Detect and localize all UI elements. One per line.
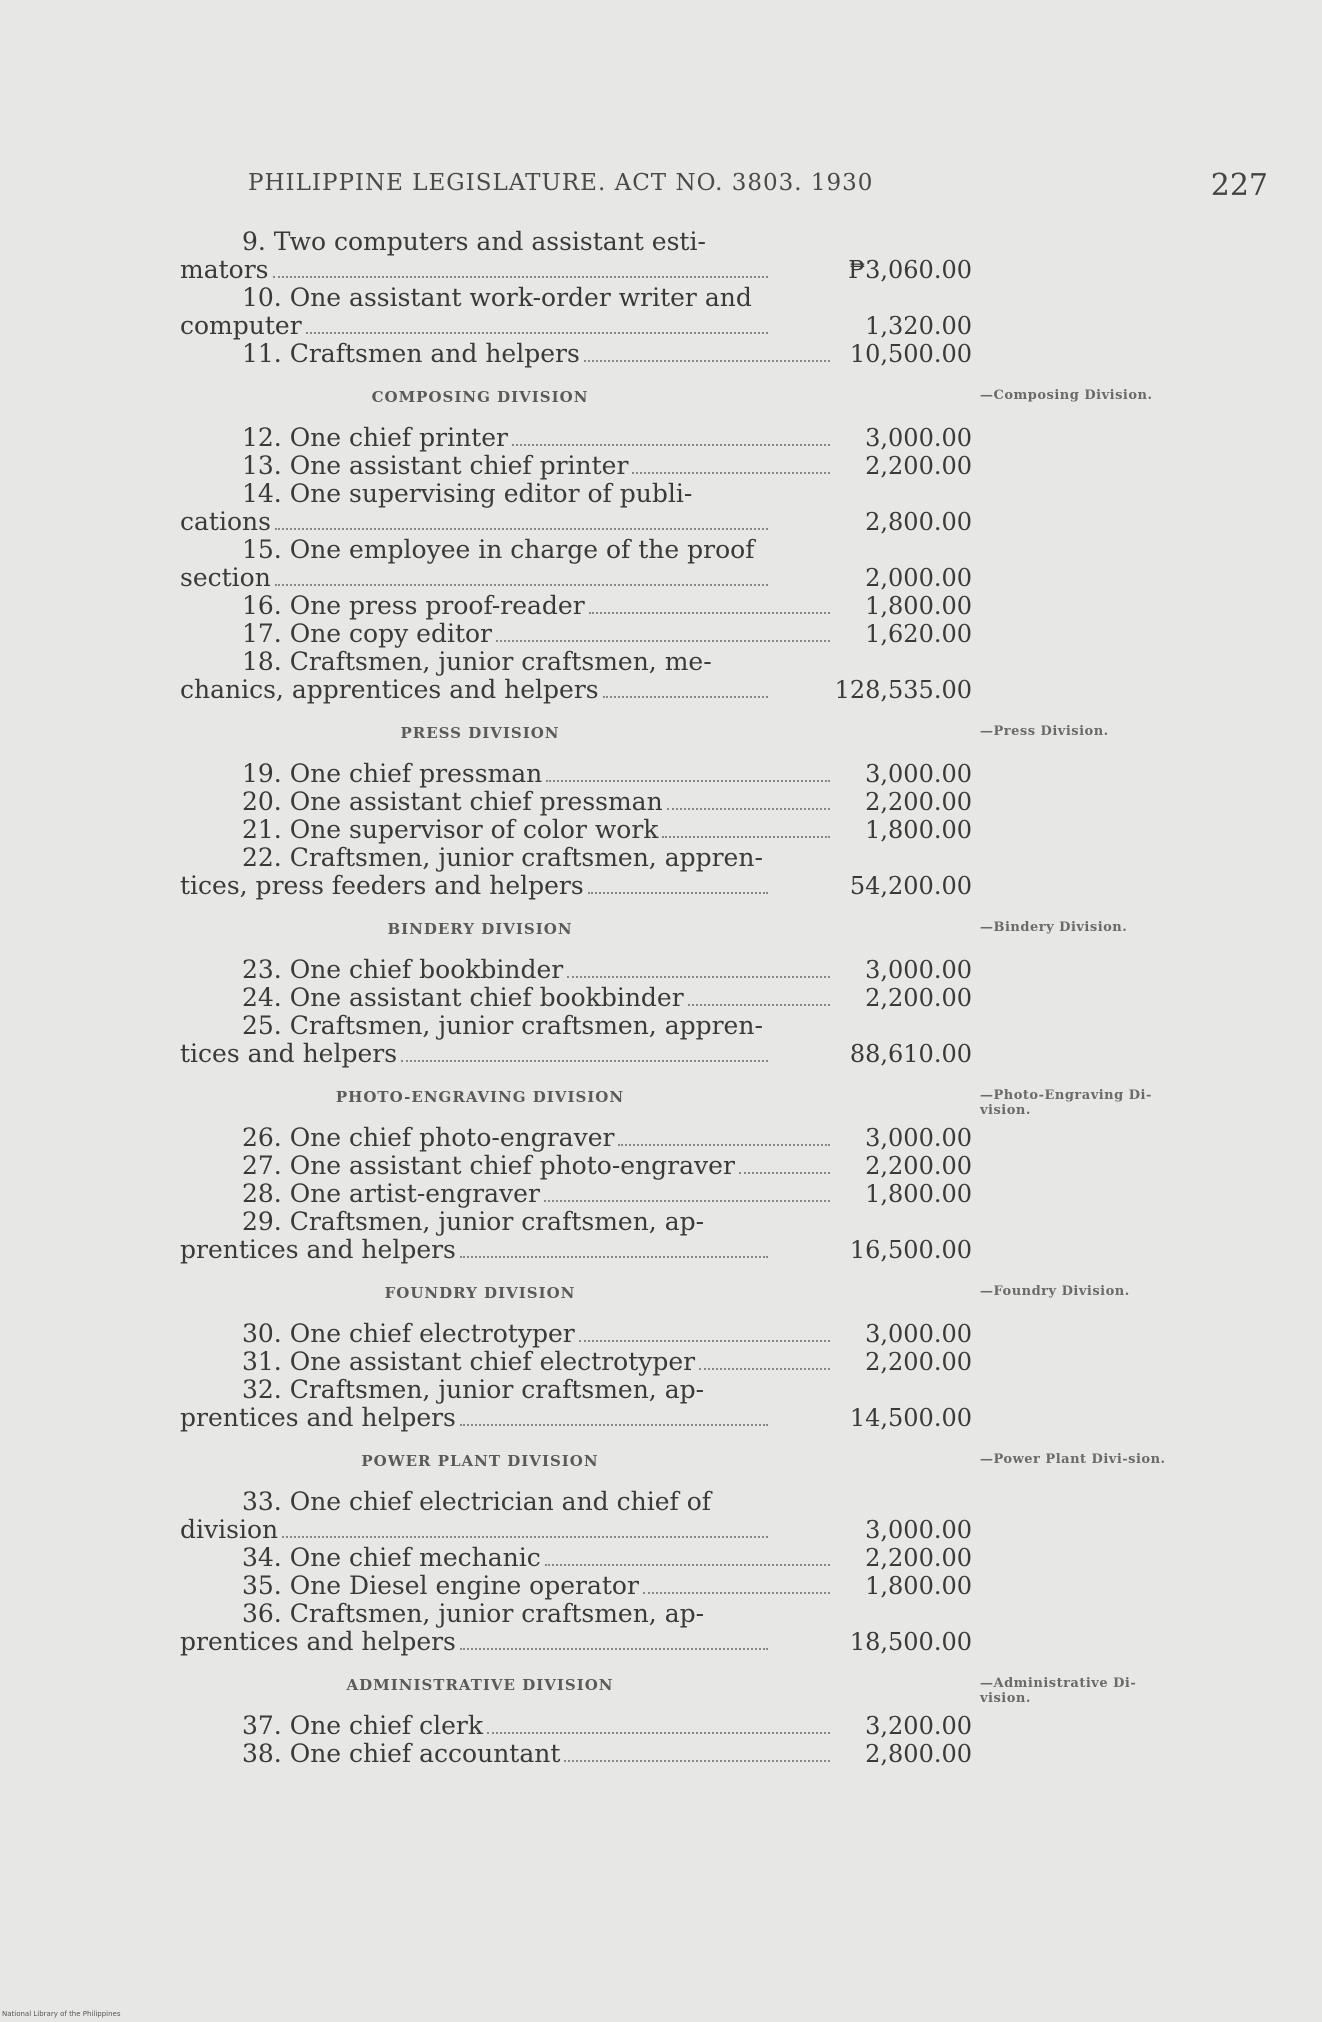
- budget-item: [180, 1712, 980, 1740]
- item-amount: 2,200.00: [865, 1152, 972, 1180]
- item-text: section: [180, 563, 271, 592]
- item-text: 9. Two computers and assistant esti-: [242, 227, 706, 256]
- item-text: 27. One assistant chief photo-engraver: [242, 1151, 735, 1180]
- budget-item: [180, 816, 980, 844]
- budget-item: [180, 340, 980, 368]
- budget-item: [180, 452, 980, 480]
- running-title: PHILIPPINE LEGISLATURE. ACT NO. 3803. 1930: [248, 170, 874, 196]
- item-amount: 3,000.00: [865, 1124, 972, 1152]
- item-text: 35. One Diesel engine operator: [242, 1571, 639, 1600]
- budget-item: [180, 480, 980, 536]
- division-heading: [180, 1452, 1166, 1470]
- margin-note: —Power Plant Divi-sion.: [980, 1452, 1166, 1467]
- dot-leader: [618, 1144, 830, 1146]
- item-text: 20. One assistant chief pressman: [242, 787, 663, 816]
- dot-leader: [275, 528, 768, 530]
- item-text: 22. Craftsmen, junior craftsmen, appren-: [242, 843, 763, 872]
- item-amount: 2,200.00: [865, 984, 972, 1012]
- budget-item: [180, 1124, 980, 1152]
- item-amount: 2,200.00: [865, 788, 972, 816]
- dot-leader: [546, 780, 830, 782]
- item-amount: 3,000.00: [865, 1516, 972, 1544]
- item-text: 14. One supervising editor of publi-: [242, 479, 693, 508]
- budget-item: [180, 760, 980, 788]
- item-text: tices, press feeders and helpers: [180, 871, 584, 900]
- margin-note: —Bindery Division.: [980, 920, 1128, 935]
- budget-item: [180, 1180, 980, 1208]
- item-text: 38. One chief accountant: [242, 1739, 561, 1768]
- footer-credit: National Library of the Philippines: [2, 2010, 121, 2018]
- dot-leader: [545, 1564, 830, 1566]
- budget-item: [180, 788, 980, 816]
- margin-note: —Photo-Engraving Di-vision.: [980, 1088, 1152, 1118]
- division-heading: [180, 1284, 1130, 1302]
- budget-item: [180, 1600, 980, 1656]
- division-heading-text: FOUNDRY DIVISION: [384, 1284, 576, 1302]
- budget-item: [180, 1572, 980, 1600]
- item-text: 33. One chief electrician and chief of: [242, 1487, 712, 1516]
- item-amount: 1,800.00: [865, 1180, 972, 1208]
- budget-item: [180, 1740, 980, 1768]
- item-amount: 2,000.00: [865, 564, 972, 592]
- dot-leader: [460, 1256, 768, 1258]
- dot-leader: [401, 1060, 768, 1062]
- item-amount: 1,620.00: [865, 620, 972, 648]
- item-amount: 2,800.00: [865, 1740, 972, 1768]
- item-text: 15. One employee in charge of the proof: [242, 535, 755, 564]
- item-text: prentices and helpers: [180, 1627, 456, 1656]
- item-text: 30. One chief electrotyper: [242, 1319, 575, 1348]
- item-amount: 16,500.00: [849, 1236, 972, 1264]
- dot-leader: [603, 696, 768, 698]
- dot-leader: [584, 360, 830, 362]
- dot-leader: [306, 332, 768, 334]
- dot-leader: [699, 1368, 830, 1370]
- item-text: tices and helpers: [180, 1039, 398, 1068]
- item-text: 11. Craftsmen and helpers: [242, 339, 580, 368]
- budget-item: [180, 1544, 980, 1572]
- dot-leader: [496, 640, 830, 642]
- division-heading: [180, 920, 1128, 938]
- division-heading: [180, 388, 1153, 406]
- item-amount: 10,500.00: [849, 340, 972, 368]
- margin-note: —Composing Division.: [980, 388, 1153, 403]
- item-amount: 1,800.00: [865, 592, 972, 620]
- item-amount: 54,200.00: [849, 872, 972, 900]
- page-header: [248, 170, 1268, 210]
- budget-item: [180, 1348, 980, 1376]
- budget-item: [180, 620, 980, 648]
- budget-item: [180, 1152, 980, 1180]
- item-text: 24. One assistant chief bookbinder: [242, 983, 684, 1012]
- item-amount: 2,800.00: [865, 508, 972, 536]
- division-heading-text: PRESS DIVISION: [400, 724, 560, 742]
- budget-item: [180, 536, 980, 592]
- item-amount: 2,200.00: [865, 1544, 972, 1572]
- item-text: division: [180, 1515, 279, 1544]
- budget-item: [180, 1208, 980, 1264]
- dot-leader: [667, 808, 830, 810]
- item-amount: 1,800.00: [865, 816, 972, 844]
- item-text: 26. One chief photo-engraver: [242, 1123, 615, 1152]
- item-amount: 18,500.00: [849, 1628, 972, 1656]
- dot-leader: [564, 1760, 830, 1762]
- budget-item: [180, 284, 980, 340]
- dot-leader: [487, 1732, 830, 1734]
- budget-item: [180, 984, 980, 1012]
- margin-note: —Press Division.: [980, 724, 1109, 739]
- dot-leader: [460, 1648, 768, 1650]
- item-text: 25. Craftsmen, junior craftsmen, appren-: [242, 1011, 763, 1040]
- division-heading-text: BINDERY DIVISION: [387, 920, 573, 938]
- margin-note: —Administrative Di-vision.: [980, 1676, 1137, 1706]
- dot-leader: [662, 836, 830, 838]
- item-text: computer: [180, 311, 302, 340]
- item-text: 12. One chief printer: [242, 423, 508, 452]
- item-text: prentices and helpers: [180, 1403, 456, 1432]
- budget-item: [180, 1488, 980, 1544]
- item-text: 32. Craftsmen, junior craftsmen, ap-: [242, 1375, 705, 1404]
- dot-leader: [567, 976, 830, 978]
- division-heading: [180, 1676, 1137, 1706]
- item-text: mators: [180, 255, 269, 284]
- budget-item: [180, 648, 980, 704]
- item-text: 34. One chief mechanic: [242, 1543, 541, 1572]
- item-amount: 3,000.00: [865, 424, 972, 452]
- appropriation-list: [180, 227, 1166, 1768]
- dot-leader: [643, 1592, 830, 1594]
- dot-leader: [589, 612, 830, 614]
- item-amount: 1,800.00: [865, 1572, 972, 1600]
- division-heading: [180, 1088, 1152, 1118]
- division-heading-text: ADMINISTRATIVE DIVISION: [346, 1676, 614, 1694]
- division-heading-text: PHOTO-ENGRAVING DIVISION: [335, 1088, 625, 1106]
- item-amount: 88,610.00: [849, 1040, 972, 1068]
- budget-item: [180, 844, 980, 900]
- item-amount: 2,200.00: [865, 1348, 972, 1376]
- item-text: 29. Craftsmen, junior craftsmen, ap-: [242, 1207, 705, 1236]
- dot-leader: [588, 892, 768, 894]
- item-text: cations: [180, 507, 271, 536]
- budget-item: [180, 1376, 980, 1432]
- item-amount: 3,000.00: [865, 760, 972, 788]
- budget-item: [180, 1012, 980, 1068]
- division-heading: [180, 724, 1109, 742]
- budget-item: [180, 228, 980, 284]
- item-amount: 3,000.00: [865, 1320, 972, 1348]
- dot-leader: [544, 1200, 830, 1202]
- item-amount: ₱3,060.00: [848, 256, 972, 284]
- dot-leader: [632, 472, 830, 474]
- item-amount: 1,320.00: [865, 312, 972, 340]
- dot-leader: [282, 1536, 768, 1538]
- page-number: 227: [1210, 168, 1268, 203]
- budget-item: [180, 956, 980, 984]
- item-text: 21. One supervisor of color work: [242, 815, 659, 844]
- item-text: 19. One chief pressman: [242, 759, 543, 788]
- margin-note: —Foundry Division.: [980, 1284, 1130, 1299]
- budget-item: [180, 424, 980, 452]
- item-text: 36. Craftsmen, junior craftsmen, ap-: [242, 1599, 705, 1628]
- item-amount: 14,500.00: [849, 1404, 972, 1432]
- item-text: 17. One copy editor: [242, 619, 493, 648]
- item-amount: 2,200.00: [865, 452, 972, 480]
- dot-leader: [460, 1424, 768, 1426]
- item-amount: 128,535.00: [834, 676, 972, 704]
- item-text: 18. Craftsmen, junior craftsmen, me-: [242, 647, 712, 676]
- item-text: 16. One press proof-reader: [242, 591, 585, 620]
- budget-item: [180, 1320, 980, 1348]
- item-text: 23. One chief bookbinder: [242, 955, 564, 984]
- dot-leader: [688, 1004, 830, 1006]
- dot-leader: [579, 1340, 830, 1342]
- item-text: 37. One chief clerk: [242, 1711, 484, 1740]
- item-text: chanics, apprentices and helpers: [180, 675, 599, 704]
- item-text: 28. One artist-engraver: [242, 1179, 540, 1208]
- item-text: 10. One assistant work-order writer and: [242, 283, 752, 312]
- division-heading-text: POWER PLANT DIVISION: [361, 1452, 599, 1470]
- division-heading-text: COMPOSING DIVISION: [371, 388, 589, 406]
- dot-leader: [273, 276, 769, 278]
- dot-leader: [275, 584, 768, 586]
- item-amount: 3,200.00: [865, 1712, 972, 1740]
- dot-leader: [512, 444, 830, 446]
- budget-item: [180, 592, 980, 620]
- item-text: 31. One assistant chief electrotyper: [242, 1347, 696, 1376]
- item-amount: 3,000.00: [865, 956, 972, 984]
- item-text: 13. One assistant chief printer: [242, 451, 629, 480]
- item-text: prentices and helpers: [180, 1235, 456, 1264]
